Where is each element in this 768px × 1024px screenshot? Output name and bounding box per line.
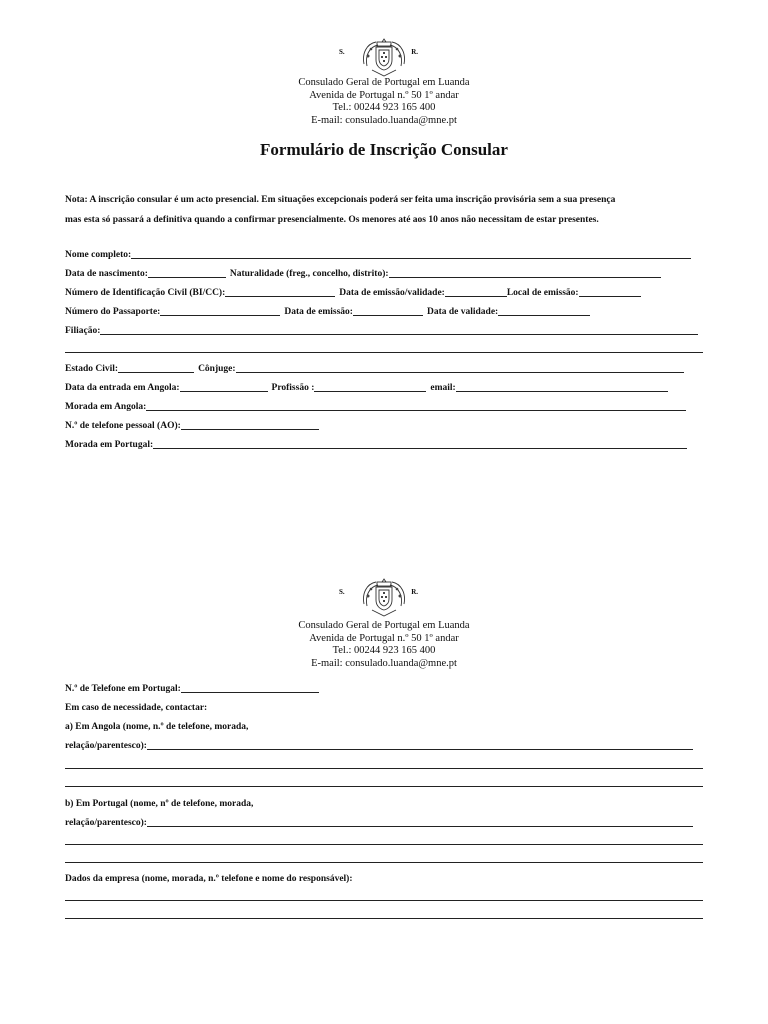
input-angola-relacao[interactable] bbox=[147, 739, 693, 750]
label-dados-empresa bbox=[65, 870, 353, 884]
field-filiacao bbox=[65, 322, 698, 336]
field-nome-completo bbox=[65, 246, 691, 260]
input-portugal-line-3[interactable] bbox=[65, 862, 703, 863]
label-conjuge: Cônjuge: bbox=[198, 364, 236, 374]
input-nascimento[interactable] bbox=[148, 267, 226, 278]
input-naturalidade[interactable] bbox=[389, 267, 661, 278]
input-filiacao[interactable] bbox=[100, 324, 698, 335]
consulate-header bbox=[0, 77, 768, 127]
field-portugal-relacao bbox=[65, 814, 693, 828]
field-angola-relacao bbox=[65, 737, 693, 751]
label-emissao-validade: Data de emissão/validade: bbox=[339, 288, 445, 298]
input-portugal-line-2[interactable] bbox=[65, 844, 703, 845]
label-filiacao: Filiação: bbox=[65, 326, 101, 336]
label-passaporte: Número do Passaporte: bbox=[65, 307, 161, 317]
input-empresa-line-2[interactable] bbox=[65, 918, 703, 919]
label-morada-angola: Morada em Angola: bbox=[65, 402, 147, 412]
label-telefone-ao: N.º de telefone pessoal (AO): bbox=[65, 421, 181, 431]
input-empresa-line-1[interactable] bbox=[65, 900, 703, 901]
seal-letter-r: R. bbox=[411, 48, 418, 56]
consulate-header-2 bbox=[0, 620, 768, 670]
label-estado-civil: Estado Civil: bbox=[65, 364, 119, 374]
field-estado-civil bbox=[65, 360, 684, 374]
consulate-name: Consulado Geral de Portugal em Luanda bbox=[298, 77, 470, 88]
input-data-validade[interactable] bbox=[498, 305, 590, 316]
form-title: Formulário de Inscrição Consular bbox=[260, 140, 508, 159]
label-portugal-relacao: relação/parentesco): bbox=[65, 818, 147, 828]
label-data-validade: Data de validade: bbox=[426, 307, 499, 317]
input-local-emissao[interactable] bbox=[579, 286, 641, 297]
note-line-1: Nota: A inscrição consular é um acto presencial. Em situações excepcionais poderá ser feita uma inscrição provisória sem a sua presença bbox=[65, 195, 616, 205]
input-emissao-validade[interactable] bbox=[445, 286, 507, 297]
label-local-emissao: Local de emissão: bbox=[506, 288, 579, 298]
coat-of-arms-top bbox=[330, 36, 438, 80]
consulate-email-2: E-mail: consulado.luanda@mne.pt bbox=[311, 657, 457, 669]
field-morada-portugal bbox=[65, 436, 687, 450]
note-text bbox=[65, 190, 705, 230]
coat-of-arms-icon bbox=[360, 36, 408, 80]
field-telefone-pt bbox=[65, 680, 319, 694]
field-telefone-ao bbox=[65, 417, 319, 431]
consulate-name-2: Consulado Geral de Portugal em Luanda bbox=[298, 620, 470, 631]
field-entrada-profissao-email bbox=[65, 379, 668, 393]
input-email[interactable] bbox=[456, 381, 668, 392]
label-email: email: bbox=[430, 383, 456, 393]
label-angola-relacao: relação/parentesco): bbox=[65, 741, 147, 751]
field-passaporte bbox=[65, 303, 590, 317]
input-conjuge[interactable] bbox=[236, 362, 684, 373]
input-estado-civil[interactable] bbox=[118, 362, 194, 373]
label-contacto-angola bbox=[65, 718, 248, 732]
label-morada-portugal: Morada em Portugal: bbox=[65, 440, 154, 450]
note-line-2: mas esta só passará a definitiva quando a confirmar presencialmente. Os menores até aos 10 anos não necessitam de estar presentes. bbox=[65, 215, 599, 225]
seal-letter-r-2: R. bbox=[411, 588, 418, 596]
contacto-portugal-text: b) Em Portugal (nome, nº de telefone, morada, bbox=[65, 799, 254, 809]
label-identificacao: Número de Identificação Civil (BI/CC): bbox=[65, 288, 226, 298]
contactar-text: Em caso de necessidade, contactar: bbox=[65, 703, 208, 713]
input-nome[interactable] bbox=[131, 248, 691, 259]
contacto-angola-text: a) Em Angola (nome, n.º de telefone, morada, bbox=[65, 722, 249, 732]
label-naturalidade: Naturalidade (freg., concelho, distrito): bbox=[229, 269, 389, 279]
label-data-emissao: Data de emissão: bbox=[284, 307, 353, 317]
field-morada-angola bbox=[65, 398, 686, 412]
input-profissao[interactable] bbox=[314, 381, 426, 392]
input-passaporte[interactable] bbox=[160, 305, 280, 316]
coat-of-arms-icon bbox=[360, 576, 408, 620]
input-telefone-ao[interactable] bbox=[181, 419, 319, 430]
input-morada-angola[interactable] bbox=[146, 400, 686, 411]
coat-of-arms-bottom bbox=[330, 576, 438, 620]
input-data-emissao[interactable] bbox=[353, 305, 423, 316]
seal-letter-s-2: S. bbox=[339, 588, 345, 596]
label-nome: Nome completo: bbox=[65, 250, 132, 260]
input-angola-line-3[interactable] bbox=[65, 786, 703, 787]
consulate-phone: Tel.: 00244 923 165 400 bbox=[332, 102, 436, 113]
consulate-address: Avenida de Portugal n.º 50 1º andar bbox=[309, 89, 459, 101]
consulate-address-2: Avenida de Portugal n.º 50 1º andar bbox=[309, 632, 459, 644]
input-entrada-angola[interactable] bbox=[180, 381, 268, 392]
input-filiacao-continued[interactable] bbox=[65, 352, 703, 353]
seal-letter-s: S. bbox=[339, 48, 345, 56]
input-portugal-relacao[interactable] bbox=[147, 816, 693, 827]
field-identificacao bbox=[65, 284, 641, 298]
input-telefone-pt[interactable] bbox=[181, 682, 319, 693]
input-angola-line-2[interactable] bbox=[65, 768, 703, 769]
label-nascimento: Data de nascimento: bbox=[65, 269, 148, 279]
field-nascimento-naturalidade bbox=[65, 265, 661, 279]
consulate-email: E-mail: consulado.luanda@mne.pt bbox=[311, 114, 457, 126]
input-identificacao[interactable] bbox=[225, 286, 335, 297]
label-contacto-portugal bbox=[65, 795, 253, 809]
label-profissao: Profissão : bbox=[271, 383, 315, 393]
dados-empresa-text: Dados da empresa (nome, morada, n.º telefone e nome do responsável): bbox=[65, 874, 353, 884]
label-entrada-angola: Data da entrada em Angola: bbox=[65, 383, 180, 393]
label-contactar bbox=[65, 699, 207, 713]
input-morada-portugal[interactable] bbox=[153, 438, 687, 449]
label-telefone-pt: N.º de Telefone em Portugal: bbox=[65, 684, 181, 694]
consulate-phone-2: Tel.: 00244 923 165 400 bbox=[332, 645, 436, 656]
